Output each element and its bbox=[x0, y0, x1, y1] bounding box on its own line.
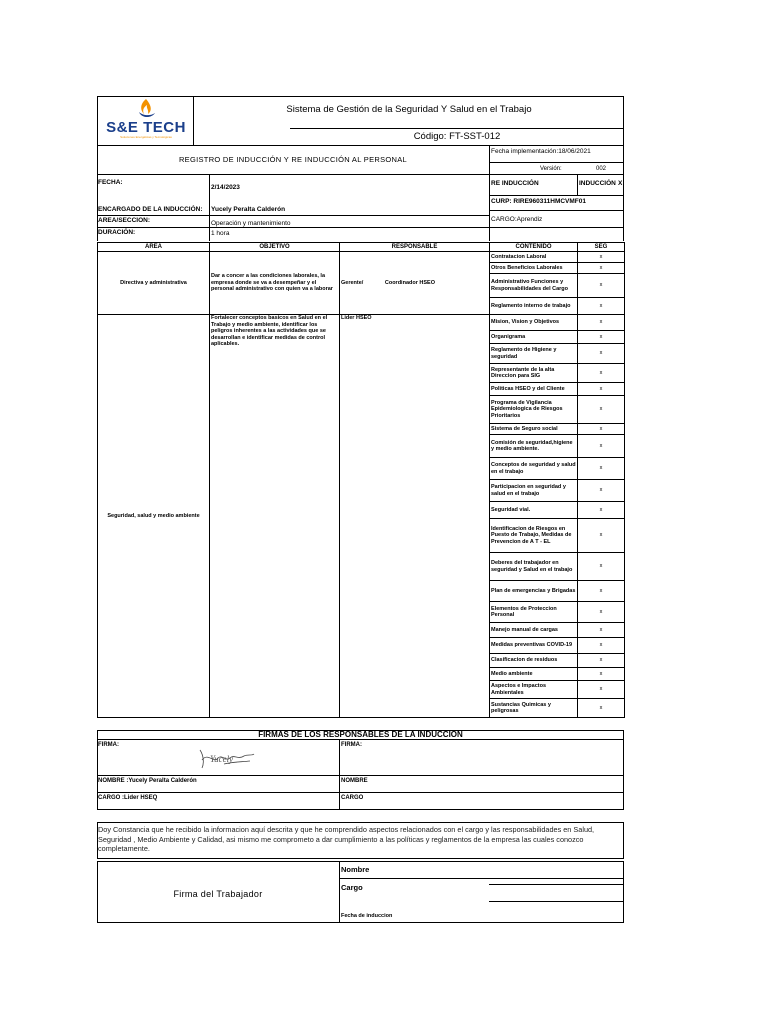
area-label: AREA/SECCION: bbox=[98, 217, 151, 224]
firma-right-label: FIRMA: bbox=[341, 742, 362, 748]
handwritten-signature bbox=[196, 746, 256, 775]
version-label: Versión: bbox=[540, 166, 562, 172]
contenido-item: Reglamento interno de trabajo bbox=[490, 298, 578, 315]
worker-fecha: Fecha de induccion bbox=[341, 913, 393, 919]
flame-logo-icon bbox=[131, 98, 161, 120]
signatures-title: FIRMAS DE LOS RESPONSABLES DE LA INDUCCION bbox=[258, 730, 463, 739]
seg-mark: x bbox=[578, 331, 625, 344]
seg-mark: x bbox=[578, 668, 625, 681]
seg-mark: x bbox=[578, 396, 625, 424]
contenido-item: Elementos de Proteccion Personal bbox=[490, 602, 578, 623]
seg-mark: x bbox=[578, 274, 625, 298]
seg-mark: x bbox=[578, 502, 625, 519]
form-title: REGISTRO DE INDUCCIÓN Y RE INDUCCIÓN AL PERSONAL bbox=[178, 155, 408, 164]
logo-text: S&E TECH bbox=[106, 119, 186, 136]
contenido-item: Manejo manual de cargas bbox=[490, 623, 578, 638]
objetivo-seguridad: Fortalecer conceptos basicos en Salud en el Trabajo y medio ambiente, identificar los peligros inherentes a las actividades que se desarrollan e identificar medidas de control aplicables. bbox=[210, 315, 340, 718]
seg-mark: x bbox=[578, 458, 625, 480]
seg-mark: x bbox=[578, 681, 625, 699]
contenido-item: Administrativo Funciones y Responsabilidades del Cargo bbox=[490, 274, 578, 298]
encargado-value: Yucely Peralta Calderón bbox=[211, 206, 286, 213]
responsable-gerente: Gerente/ bbox=[341, 279, 364, 286]
contenido-item: Deberes del trabajador en seguridad y Salud en el trabajo bbox=[490, 553, 578, 581]
duracion-label: DURACIÓN: bbox=[98, 229, 136, 236]
contenido-item: Aspectos e Impactos Ambientales bbox=[490, 681, 578, 699]
contenido-item: Clasificacion de residuos bbox=[490, 654, 578, 668]
col-area: AREA bbox=[98, 243, 210, 252]
table-header-row bbox=[98, 243, 625, 252]
seg-mark: x bbox=[578, 654, 625, 668]
seg-mark: x bbox=[578, 364, 625, 383]
version-value: 002 bbox=[596, 166, 607, 172]
seg-mark: x bbox=[578, 581, 625, 602]
fecha-value: 2/14/2023 bbox=[211, 184, 240, 191]
seg-mark: x bbox=[578, 383, 625, 396]
contenido-item: Programa de Vigilancia Epidemiologica de Riesgos Prioritarios bbox=[490, 396, 578, 424]
seg-mark: x bbox=[578, 315, 625, 331]
induccion-label: INDUCCIÓN bbox=[579, 180, 616, 187]
contenido-item: Medidas preventivas COVID-19 bbox=[490, 638, 578, 654]
firma-left-label: FIRMA: bbox=[98, 742, 119, 748]
implementation-date: Fecha implementación:18/06/2021 bbox=[491, 148, 591, 155]
nombre-left: NOMBRE :Yucely Peralta Calderón bbox=[98, 778, 197, 784]
induction-table bbox=[97, 242, 625, 718]
col-seg: SEG bbox=[578, 243, 625, 252]
col-responsable: RESPONSABLE bbox=[340, 243, 490, 252]
system-title: Sistema de Gestión de la Seguridad Y Salud en el Trabajo bbox=[286, 104, 532, 115]
seg-mark: x bbox=[578, 424, 625, 435]
curp: CURP: RIRE960311HMCVMF01 bbox=[491, 198, 587, 205]
duracion-value: 1 hora bbox=[211, 230, 230, 237]
contenido-item: Representante de la alta Direccion para SIG bbox=[490, 364, 578, 383]
cargo-left: CARGO :Lider HSEQ bbox=[98, 795, 158, 801]
contenido-item: Seguridad vial. bbox=[490, 502, 578, 519]
contenido-item: Organigrama bbox=[490, 331, 578, 344]
document-code: Código: FT-SST-012 bbox=[413, 131, 501, 142]
responsable-directiva bbox=[340, 252, 490, 315]
contenido-item: Sistema de Seguro social bbox=[490, 424, 578, 435]
worker-cargo: Cargo bbox=[341, 883, 363, 892]
seg-mark: x bbox=[578, 435, 625, 458]
contenido-item: Comisión de seguridad,higiene y medio ambiente. bbox=[490, 435, 578, 458]
seg-mark: x bbox=[578, 263, 625, 274]
contenido-item: Participacion en seguridad y salud en el trabajo bbox=[490, 480, 578, 502]
firma-trabajador: Firma del Trabajador bbox=[173, 889, 263, 899]
contenido-item: Reglamento de Higiene y seguridad bbox=[490, 344, 578, 364]
seg-mark: x bbox=[578, 344, 625, 364]
seg-mark: x bbox=[578, 623, 625, 638]
col-contenido: CONTENIDO bbox=[490, 243, 578, 252]
fecha-label: FECHA: bbox=[98, 179, 123, 186]
responsable-coordinador: Coordinador HSEO bbox=[384, 279, 435, 286]
contenido-item: Sustancias Quimicas y peligrosas bbox=[490, 699, 578, 718]
seg-mark: x bbox=[578, 480, 625, 502]
objetivo-directiva: Dar a concer a las condiciones laborales, la empresa donde se va a desempeñar y el personal administrativo con quien va a laborar bbox=[210, 252, 340, 315]
contenido-item: Identificacion de Riesgos en Puesto de Trabajo, Medidas de Prevencion de A T - EL bbox=[490, 519, 578, 553]
nombre-right: NOMBRE bbox=[341, 778, 368, 784]
contenido-item: Politicas HSEO y del Cliente bbox=[490, 383, 578, 396]
cargo-right: CARGO bbox=[341, 795, 364, 801]
encargado-label: ENCARGADO DE LA INDUCCIÓN: bbox=[98, 206, 203, 213]
constancia-text: Doy Constancia que he recibido la informacion aquí descrita y que he comprendido aspectos relacionados con el cargo y las responsabilidades en Salud, Seguridad , Medio Ambiente y Calidad, asi mismo me comprometo a dar cumplimiento a las políticas y reglamentos de la empresa las cuales conozco completamente. bbox=[98, 825, 595, 853]
seg-mark: x bbox=[578, 252, 625, 263]
seg-mark: x bbox=[578, 298, 625, 315]
area-value: Operación y mantenimiento bbox=[211, 220, 291, 227]
worker-nombre: Nombre bbox=[341, 865, 370, 874]
contenido-item: Mision, Vision y Objetivos bbox=[490, 315, 578, 331]
seg-mark: x bbox=[578, 638, 625, 654]
col-objetivo: OBJETIVO bbox=[210, 243, 340, 252]
area-seguridad: Seguridad, salud y medio ambiente bbox=[98, 315, 210, 718]
seg-mark: x bbox=[578, 602, 625, 623]
company-logo bbox=[100, 97, 192, 145]
contenido-item: Plan de emergencias y Brigadas bbox=[490, 581, 578, 602]
contenido-item: Medio ambiente bbox=[490, 668, 578, 681]
contenido-item: Contratacion Laboral bbox=[490, 252, 578, 263]
logo-tagline: Soluciones Energéticas y Tecnológicas bbox=[120, 135, 172, 139]
induccion-mark: X bbox=[618, 180, 623, 187]
seg-mark: x bbox=[578, 553, 625, 581]
svg-text:Yucely: Yucely bbox=[210, 754, 234, 764]
contenido-item: Otros Beneficios Laborales bbox=[490, 263, 578, 274]
reinduccion-label: RE INDUCCIÓN bbox=[491, 180, 539, 187]
seg-mark: x bbox=[578, 699, 625, 718]
cargo-value: CARGO:Aprendiz bbox=[491, 216, 543, 223]
responsable-seguridad: Lider HSEO bbox=[340, 315, 490, 718]
seg-mark: x bbox=[578, 519, 625, 553]
area-directiva: Directiva y administrativa bbox=[98, 252, 210, 315]
contenido-item: Conceptos de seguridad y salud en el trabajo bbox=[490, 458, 578, 480]
